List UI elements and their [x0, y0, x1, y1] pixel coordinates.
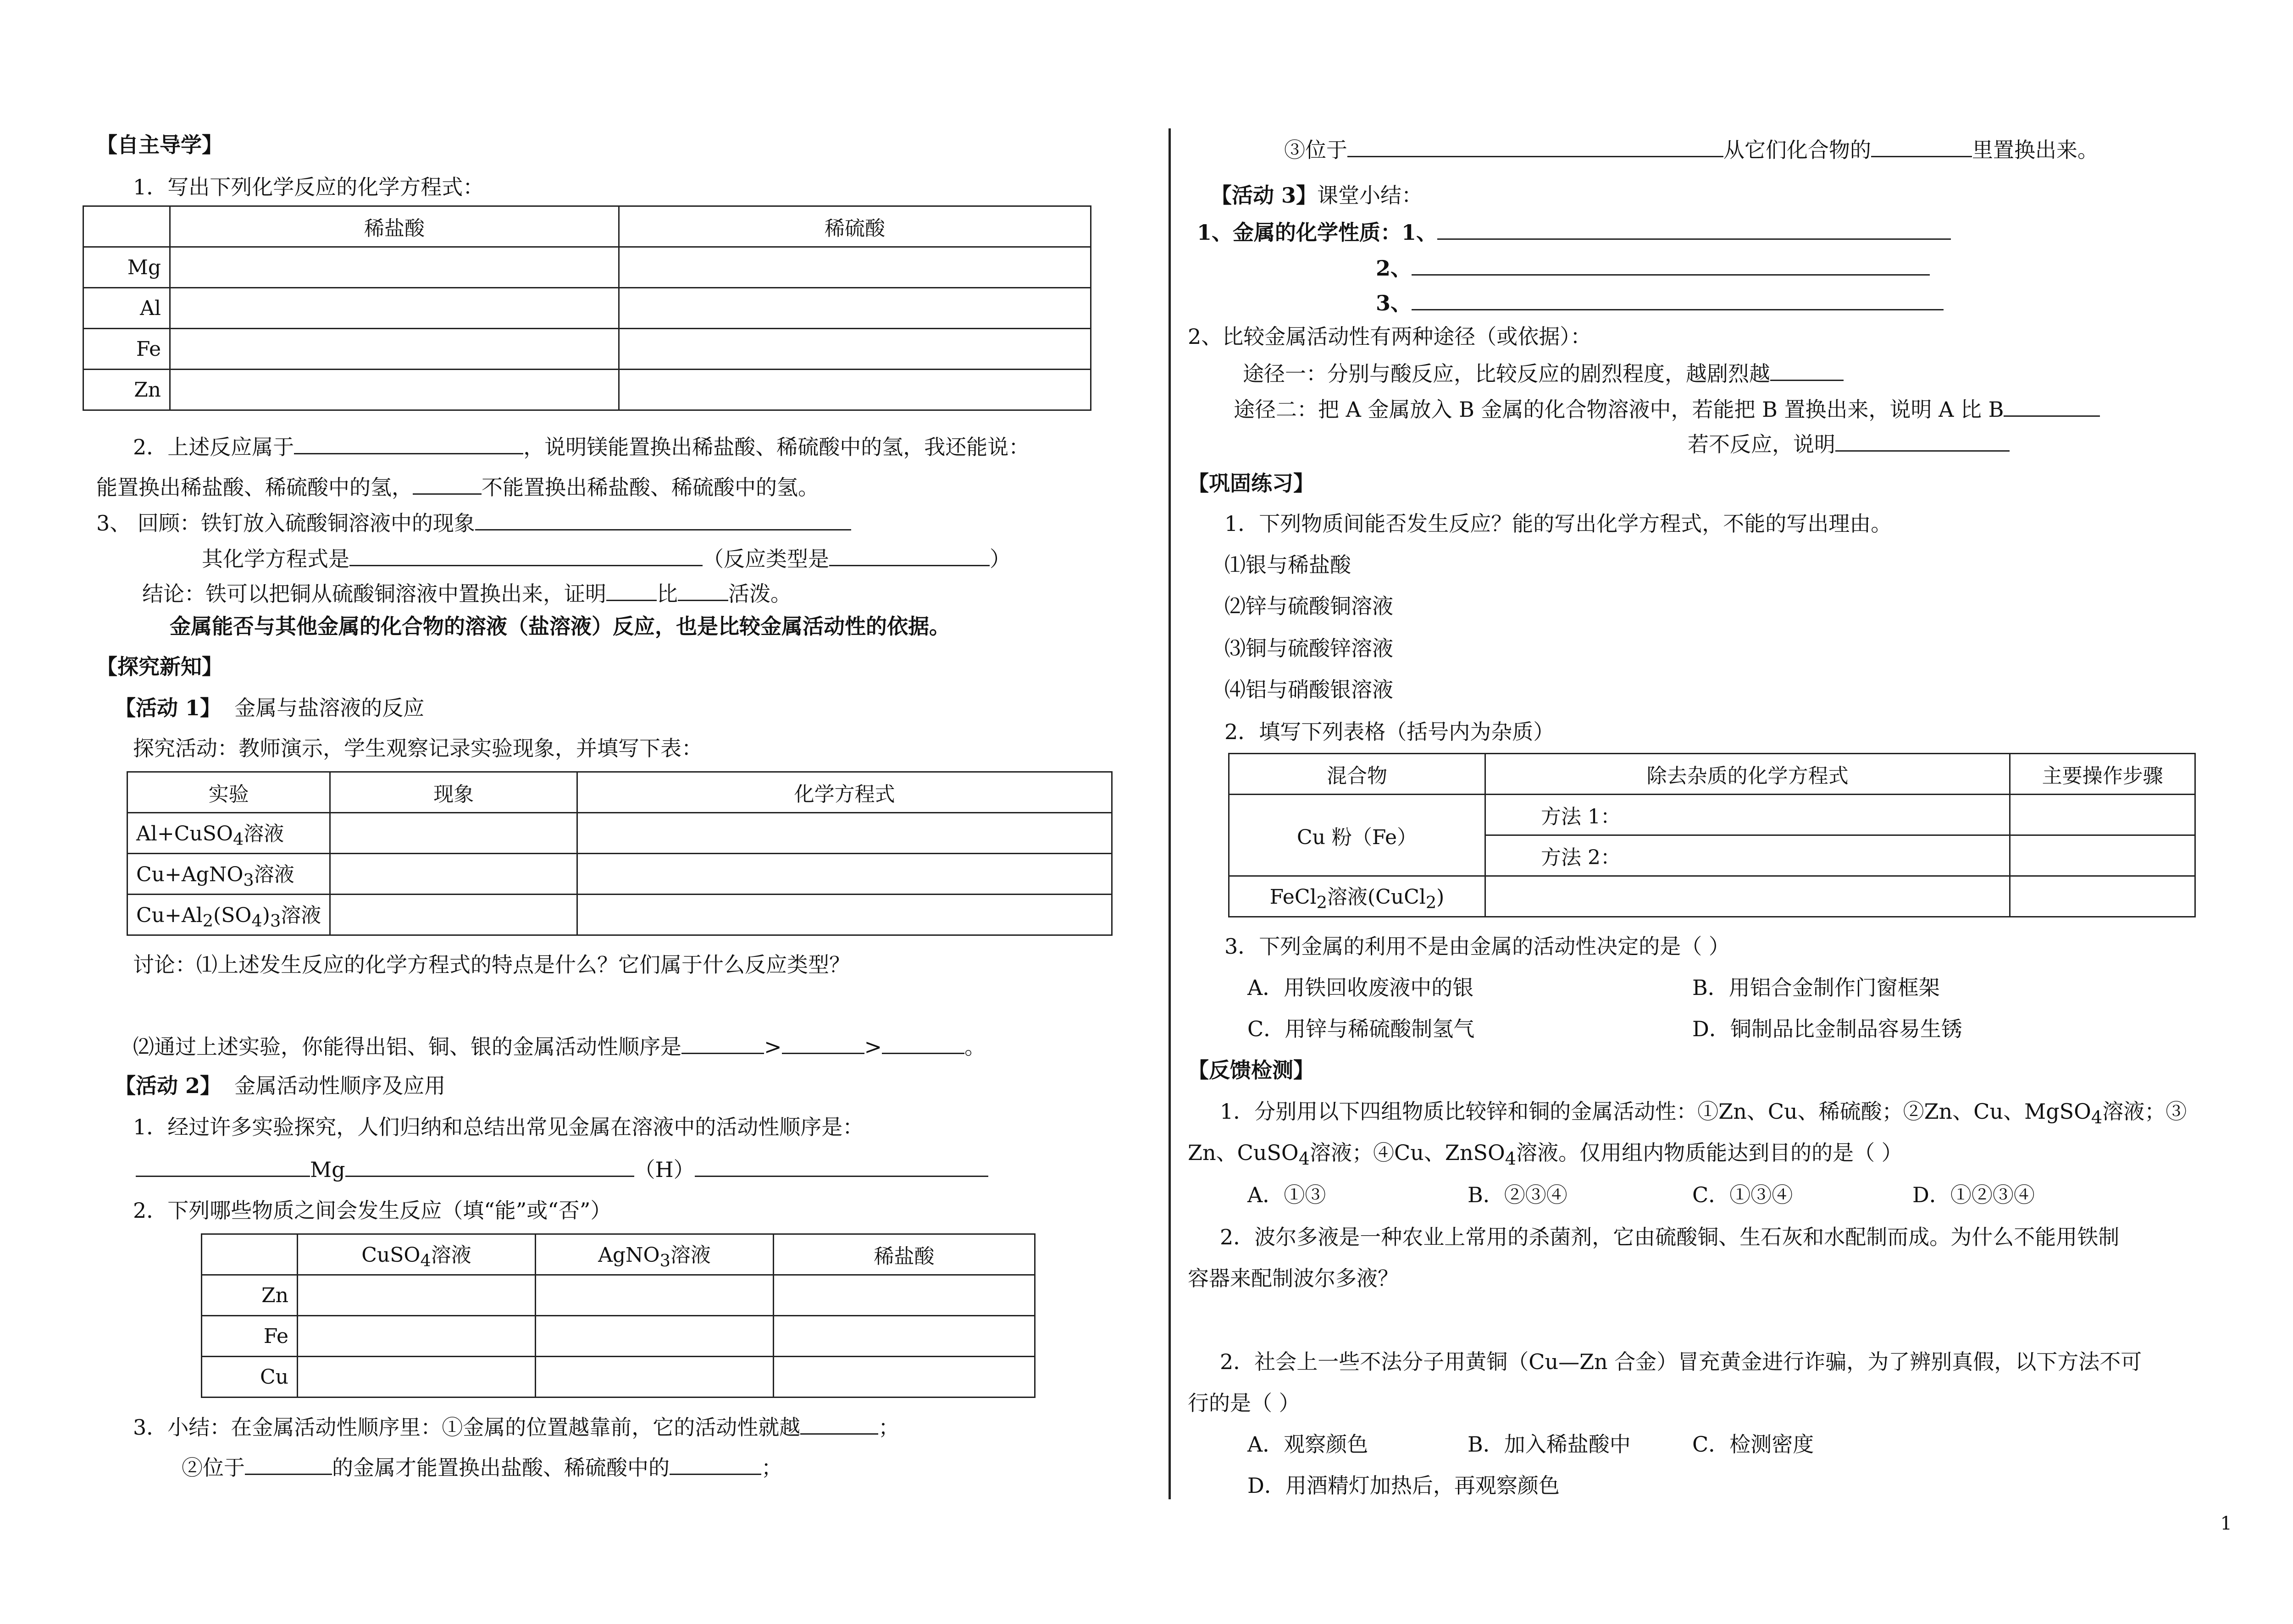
activity-3-title: 课堂小结： [1317, 183, 1423, 208]
answer-cell[interactable] [619, 288, 1091, 329]
q3-text: 3、 回顾：铁钉放入硫酸铜溶液中的现象 [96, 511, 475, 536]
feedback-3-option[interactable]: D．用酒精灯加热后，再观察颜色 [1247, 1473, 1560, 1498]
q3-text: 结论：铁可以把铜从硫酸铜溶液中置换出来，证明 [142, 581, 606, 606]
q2-text: 2．上述反应属于 [133, 435, 294, 459]
experiment-label: Al+CuSO$_4$溶液 [127, 813, 330, 854]
feedback-3-line1: 2．社会上一些不法分子用黄铜（Cu—Zn 合金）冒充黄金进行诈骗，为了辨别真假，以下方法不可 [1220, 1349, 2142, 1374]
answer-blank[interactable] [1770, 359, 1844, 381]
answer-blank[interactable] [1347, 135, 1723, 157]
answer-cell[interactable] [619, 370, 1091, 410]
way-2-else [1688, 429, 2010, 458]
acid-reaction-table [83, 205, 1091, 411]
answer-blank[interactable] [670, 1453, 761, 1475]
column-divider [1169, 128, 1171, 1499]
way-2 [1234, 394, 2100, 423]
answer-blank[interactable] [1437, 217, 1951, 240]
experiment-label: $Cu+Al_2(SO_4)_3$溶液 [127, 895, 330, 935]
explore-heading: 【探究新知】 [96, 654, 223, 679]
properties-label: 1、金属的化学性质：1、 [1197, 220, 1438, 245]
question-3-line2 [202, 544, 1011, 573]
answer-blank[interactable] [782, 1032, 864, 1054]
practice-heading: 【巩固练习】 [1188, 471, 1314, 496]
feedback-heading: 【反馈检测】 [1188, 1058, 1314, 1083]
activity-2-title: 金属活动性顺序及应用 [234, 1073, 446, 1098]
answer-blank[interactable] [245, 1453, 332, 1475]
summary-text: 从它们化合物的 [1723, 138, 1871, 162]
question-2-line2 [96, 472, 819, 501]
q3-text: 活泼。 [728, 581, 792, 606]
answer-cell[interactable] [298, 1275, 536, 1316]
q3-text: 比 [657, 581, 678, 606]
practice-3: 3．下列金属的利用不是由金属的活动性决定的是（ ） [1224, 934, 1730, 959]
practice-1-item: ⑷铝与硝酸银溶液 [1224, 677, 1393, 702]
answer-blank[interactable] [136, 1154, 310, 1177]
properties-line1 [1197, 217, 1951, 246]
way-text: 若不反应，说明 [1688, 432, 1835, 457]
answer-cell[interactable] [1485, 876, 2010, 917]
answer-cell[interactable] [330, 854, 577, 895]
feedback-3-option[interactable]: C．检测密度 [1692, 1432, 1814, 1457]
option-d[interactable]: D．铜制品比金制品容易生锈 [1692, 1016, 1962, 1041]
summary-line1: 3．小结：在金属活动性顺序里：①金属的位置越靠前，它的活动性就越 ； [133, 1412, 899, 1441]
properties-line3: 3、 [1376, 288, 1944, 317]
table-header: 稀盐酸 [774, 1234, 1035, 1275]
option-c[interactable]: C．用锌与稀硫酸制氢气 [1247, 1016, 1475, 1041]
table-header: 稀硫酸 [619, 206, 1091, 247]
way-1 [1243, 359, 1844, 387]
table-header: AgNO$_3$溶液 [536, 1234, 774, 1275]
feedback-3-line2: 行的是（ ） [1188, 1391, 1300, 1415]
answer-cell[interactable] [330, 895, 577, 935]
page-number: 1 [2220, 1513, 2232, 1534]
properties-line2: 2、 [1376, 253, 1930, 282]
method-label: 方法 2： [1541, 846, 1621, 869]
activity-1-heading: 【活动 1】 [115, 696, 222, 720]
discussion-1: 讨论：⑴上述发生反应的化学方程式的特点是什么？它们属于什么反应类型？ [133, 952, 850, 977]
q3-text: ） [990, 547, 1011, 571]
table-header: 现象 [330, 772, 577, 813]
answer-cell[interactable] [298, 1316, 536, 1357]
answer-cell[interactable] [170, 288, 619, 329]
q3-text: 其化学方程式是 [202, 547, 349, 571]
metal-salt-table [201, 1233, 1036, 1398]
answer-cell[interactable] [170, 329, 619, 370]
summary-text: 里置换出来。 [1972, 138, 2099, 162]
practice-1-item: ⑶铜与硫酸锌溶液 [1224, 636, 1393, 661]
answer-blank[interactable] [695, 1154, 988, 1177]
answer-cell[interactable] [298, 1357, 536, 1398]
answer-cell[interactable] [536, 1316, 774, 1357]
answer-blank[interactable] [681, 1032, 764, 1054]
self-study-heading: 【自主导学】 [96, 133, 223, 157]
question-3-line3 [142, 579, 792, 608]
answer-cell[interactable] [774, 1357, 1035, 1398]
summary-line3 [1284, 135, 2099, 164]
feedback-1-option[interactable]: C．①③④ [1692, 1182, 1793, 1207]
feedback-1-line1: 1．分别用以下四组物质比较锌和铜的金属活动性：①Zn、Cu、稀硫酸；②Zn、Cu、MgSO$_4$溶液；③ [1220, 1099, 2187, 1128]
question-2-line1 [133, 432, 1030, 461]
table-header: 化学方程式 [577, 772, 1112, 813]
summary-line2: ②位于 的金属才能置换出盐酸、稀硫酸中的 ； [182, 1453, 782, 1481]
answer-blank[interactable] [1412, 253, 1930, 276]
discussion-2: ⑵通过上述实验，你能得出铝、铜、银的金属活动性顺序是 > > 。 [133, 1032, 986, 1061]
mixture-label: FeCl$_2$溶液(CuCl$_2$) [1229, 876, 1485, 917]
table-header: 主要操作步骤 [2010, 754, 2195, 795]
answer-cell[interactable] [577, 813, 1112, 854]
question-3-line1 [96, 508, 851, 537]
activity-2-line [115, 1072, 445, 1099]
summary-text: 3．小结：在金属活动性顺序里：①金属的位置越靠前，它的活动性就越 [133, 1415, 801, 1440]
table-cell [202, 1234, 298, 1275]
method-cell[interactable] [1485, 795, 2010, 835]
answer-blank[interactable] [1835, 429, 2010, 452]
answer-blank[interactable] [413, 472, 482, 495]
bold-note: 金属能否与其他金属的化合物的溶液（盐溶液）反应，也是比较金属活动性的依据。 [170, 614, 950, 639]
answer-blank[interactable] [882, 1032, 964, 1054]
answer-cell[interactable] [170, 247, 619, 288]
feedback-2-line2: 容器来配制波尔多液？ [1188, 1266, 1399, 1291]
q2-text: 不能置换出稀盐酸、稀硫酸中的氢。 [482, 475, 819, 500]
compare-question: 2、比较金属活动性有两种途径（或依据）： [1188, 324, 1592, 349]
table-header: CuSO$_4$溶液 [298, 1234, 536, 1275]
way-text: 途径一：分别与酸反应，比较反应的剧烈程度，越剧烈越 [1243, 361, 1770, 386]
practice-2: 2．填写下列表格（括号内为杂质） [1224, 719, 1555, 744]
answer-cell[interactable] [2010, 876, 2195, 917]
answer-blank[interactable] [678, 579, 728, 601]
option-a[interactable]: A．用铁回收废液中的银 [1247, 975, 1474, 1000]
feedback-1-option[interactable]: D．①②③④ [1912, 1182, 2035, 1207]
answer-cell[interactable] [170, 370, 619, 410]
row-label: Fe [83, 329, 170, 370]
practice-1-item: ⑵锌与硫酸铜溶液 [1224, 594, 1393, 619]
feedback-3-option[interactable]: B．加入稀盐酸中 [1468, 1432, 1631, 1457]
answer-blank[interactable] [294, 432, 523, 454]
answer-blank[interactable] [2004, 394, 2100, 417]
answer-blank[interactable] [475, 508, 851, 530]
answer-blank[interactable] [1412, 288, 1944, 310]
row-label: Fe [202, 1316, 298, 1357]
answer-cell[interactable] [2010, 795, 2195, 835]
activity-2-heading: 【活动 2】 [115, 1073, 222, 1098]
q3-text: （反应类型是 [703, 547, 829, 571]
row-label: Zn [202, 1275, 298, 1316]
table-cell[interactable] [83, 206, 170, 247]
activity-2-q1: 1．经过许多实验探究，人们归纳和总结出常见金属在溶液中的活动性顺序是： [133, 1115, 864, 1139]
answer-cell[interactable] [536, 1357, 774, 1398]
answer-cell[interactable] [774, 1316, 1035, 1357]
table-header: 稀盐酸 [170, 206, 619, 247]
answer-blank[interactable] [345, 1154, 634, 1177]
table-header: 混合物 [1229, 754, 1485, 795]
row-label: Mg [83, 247, 170, 288]
answer-cell[interactable] [2010, 835, 2195, 876]
mixture-label: Cu 粉（Fe） [1229, 795, 1485, 876]
option-b[interactable]: B．用铝合金制作门窗框架 [1692, 975, 1940, 1000]
experiment-label: Cu+AgNO$_3$溶液 [127, 854, 330, 895]
summary-text: 的金属才能置换出盐酸、稀硫酸中的 [332, 1455, 670, 1480]
impurity-table [1228, 753, 2196, 917]
q2-text: ，说明镁能置换出稀盐酸、稀硫酸中的氢，我还能说： [523, 435, 1030, 459]
answer-cell[interactable] [619, 247, 1091, 288]
feedback-2-line1: 2．波尔多液是一种农业上常用的杀菌剂，它由硫酸铜、生石灰和水配制而成。为什么不能用铁制 [1220, 1225, 2120, 1249]
activity-2-q2: 2．下列哪些物质之间会发生反应（填“能”或“否”） [133, 1198, 612, 1223]
activity-3-line [1211, 182, 1423, 209]
answer-cell[interactable] [774, 1275, 1035, 1316]
question-1: 1．写出下列化学反应的化学方程式： [133, 175, 484, 199]
practice-1: 1．下列物质间能否发生反应？能的写出化学方程式，不能的写出理由。 [1224, 511, 1892, 536]
feedback-1-option[interactable]: B．②③④ [1468, 1182, 1567, 1207]
answer-cell[interactable] [577, 854, 1112, 895]
activity-3-heading: 【活动 3】 [1211, 183, 1318, 208]
row-label: Zn [83, 370, 170, 410]
way-text: 途径二：把 A 金属放入 B 金属的化合物溶液中，若能把 B 置换出来，说明 A 比 B [1234, 397, 2004, 422]
feedback-1-line2: Zn、CuSO$_4$溶液；④Cu、ZnSO$_4$溶液。仅用组内物质能达到目的的是（ ） [1188, 1140, 1903, 1170]
q2-text: 能置换出稀盐酸、稀硫酸中的氢， [96, 475, 413, 500]
method-cell[interactable] [1485, 835, 2010, 876]
answer-cell[interactable] [577, 895, 1112, 935]
salt-reaction-table [127, 771, 1113, 936]
discussion-text: ⑵通过上述实验，你能得出铝、铜、银的金属活动性顺序是 [133, 1034, 681, 1059]
answer-blank[interactable] [349, 544, 703, 566]
summary-text: ③位于 [1284, 138, 1347, 162]
answer-cell[interactable] [330, 813, 577, 854]
answer-blank[interactable] [606, 579, 657, 601]
row-label: Al [83, 288, 170, 329]
row-label: Cu [202, 1357, 298, 1398]
feedback-1-option[interactable]: A．①③ [1247, 1182, 1326, 1207]
table-header: 除去杂质的化学方程式 [1485, 754, 2010, 795]
answer-blank[interactable] [800, 1412, 878, 1435]
answer-cell[interactable] [536, 1275, 774, 1316]
summary-text: ②位于 [182, 1455, 245, 1480]
feedback-3-option[interactable]: A．观察颜色 [1247, 1432, 1368, 1457]
method-label: 方法 1： [1541, 805, 1621, 829]
activity-1-line [115, 694, 424, 722]
answer-blank[interactable] [1871, 135, 1972, 157]
activity-series-line: Mg （H） [136, 1154, 988, 1183]
answer-blank[interactable] [829, 544, 990, 566]
activity-1-desc: 探究活动：教师演示，学生观察记录实验现象，并填写下表： [133, 736, 703, 761]
activity-1-title: 金属与盐溶液的反应 [234, 696, 425, 720]
practice-1-item: ⑴银与稀盐酸 [1224, 552, 1351, 577]
table-header: 实验 [127, 772, 330, 813]
answer-cell[interactable] [619, 329, 1091, 370]
